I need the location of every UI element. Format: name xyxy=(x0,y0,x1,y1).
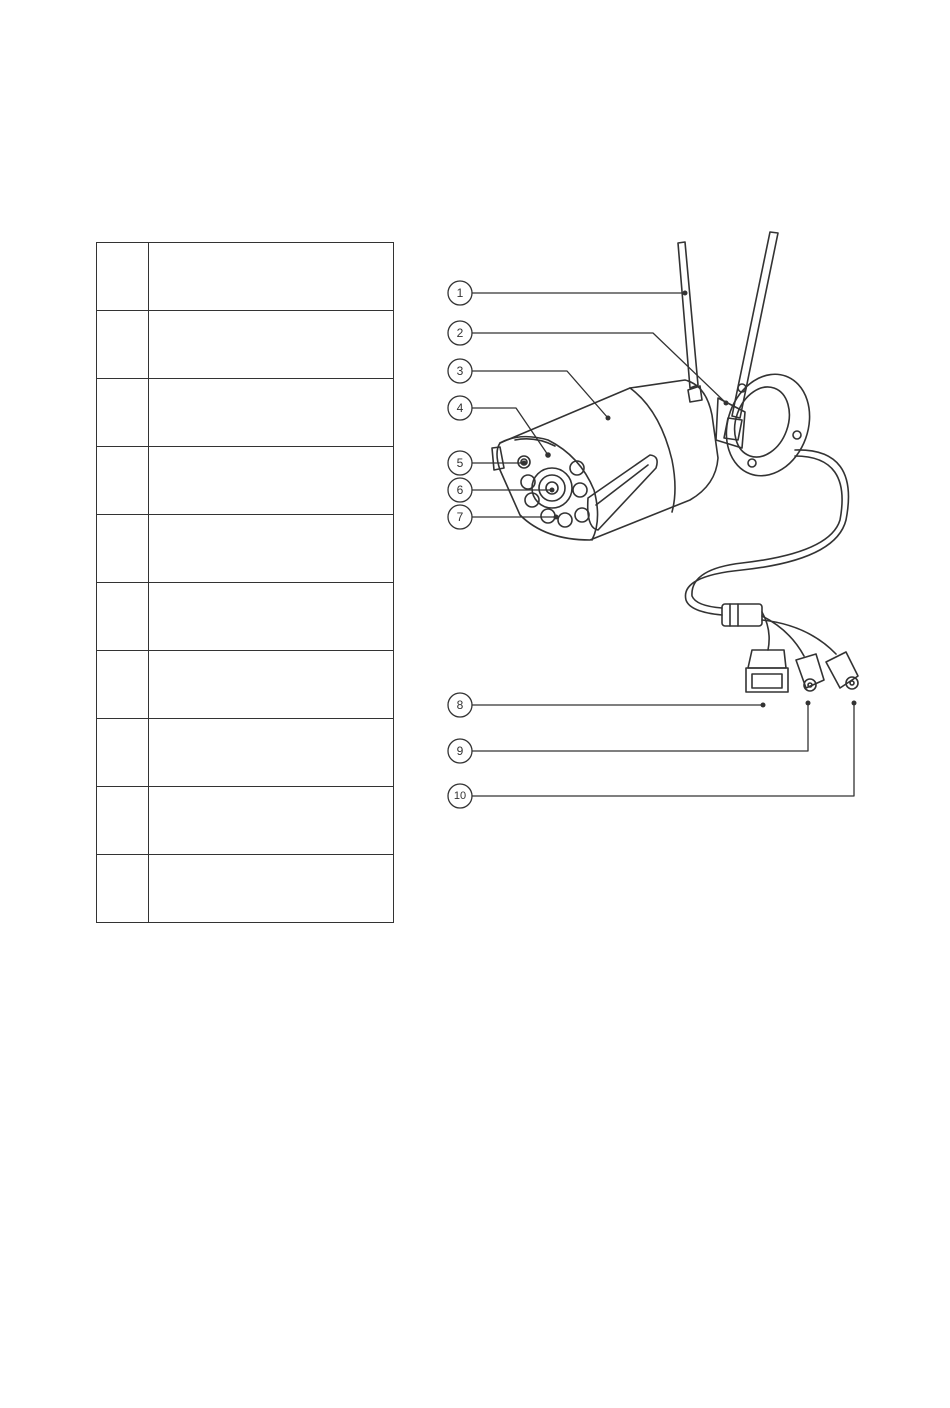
row-description xyxy=(149,719,394,787)
table-row xyxy=(97,855,394,923)
row-description xyxy=(149,583,394,651)
row-number xyxy=(97,243,149,311)
table-row xyxy=(97,719,394,787)
dc-connector-2 xyxy=(826,652,858,689)
row-description xyxy=(149,379,394,447)
callout-label-7: 7 xyxy=(456,510,464,524)
leader-lines xyxy=(472,293,854,796)
table-row xyxy=(97,311,394,379)
callout-label-10: 10 xyxy=(453,790,467,802)
row-number xyxy=(97,651,149,719)
row-number xyxy=(97,515,149,583)
table-row xyxy=(97,651,394,719)
table-row xyxy=(97,583,394,651)
camera-diagram xyxy=(430,220,910,840)
row-description xyxy=(149,515,394,583)
row-description xyxy=(149,651,394,719)
row-number xyxy=(97,447,149,515)
callout-label-2: 2 xyxy=(456,326,464,340)
callout-label-9: 9 xyxy=(456,744,464,758)
callout-label-4: 4 xyxy=(456,401,464,415)
callout-label-6: 6 xyxy=(456,483,464,497)
row-description xyxy=(149,447,394,515)
antennas xyxy=(678,232,778,440)
callout-label-5: 5 xyxy=(456,456,464,470)
mount-bracket xyxy=(713,362,824,487)
table-row xyxy=(97,515,394,583)
row-number xyxy=(97,311,149,379)
callout-label-8: 8 xyxy=(456,698,464,712)
row-number xyxy=(97,379,149,447)
row-description xyxy=(149,311,394,379)
table-row xyxy=(97,447,394,515)
table-row xyxy=(97,787,394,855)
callout-label-1: 1 xyxy=(456,286,464,300)
table-row xyxy=(97,379,394,447)
parts-table xyxy=(96,242,394,923)
row-description xyxy=(149,787,394,855)
row-number xyxy=(97,787,149,855)
callout-label-3: 3 xyxy=(456,364,464,378)
dc-connector-1 xyxy=(796,654,824,691)
row-description xyxy=(149,855,394,923)
row-number xyxy=(97,583,149,651)
row-description xyxy=(149,243,394,311)
row-number xyxy=(97,855,149,923)
network-connector xyxy=(746,650,788,692)
table-row xyxy=(97,243,394,311)
leader-dots xyxy=(522,291,857,708)
row-number xyxy=(97,719,149,787)
